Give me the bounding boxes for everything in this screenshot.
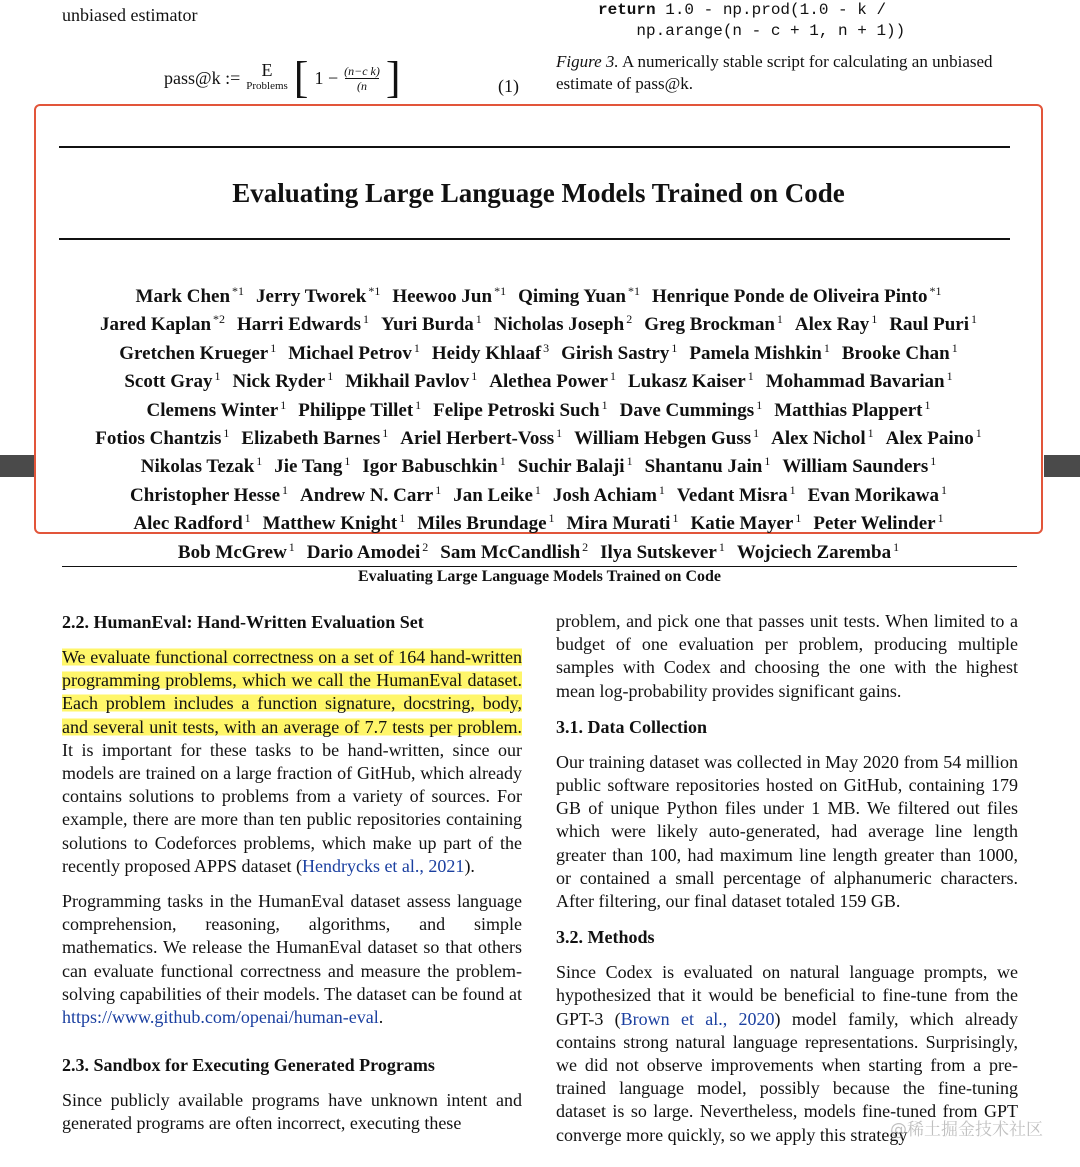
author-name: Nicholas Joseph $^2$ — [493, 312, 633, 336]
author-name: Peter Welinder $^1$ — [813, 511, 944, 535]
figure-caption — [556, 51, 1026, 95]
author-name: Greg Brockman $^1$ — [644, 312, 783, 336]
title-top-rule — [59, 146, 1010, 148]
author-name: Jie Tang $^1$ — [274, 454, 351, 478]
author-affiliation-mark: 1 — [924, 397, 931, 412]
author-affiliation-mark: *2 — [213, 312, 226, 327]
author-affiliation-mark: 1 — [795, 511, 802, 526]
author-name: Matthias Plappert $^1$ — [774, 397, 931, 421]
author-affiliation-mark: 1 — [214, 369, 221, 384]
author-affiliation-mark: 1 — [270, 340, 277, 355]
author-affiliation-mark: 1 — [626, 454, 633, 469]
running-header-rule — [62, 566, 1017, 567]
author-affiliation-mark: 1 — [244, 511, 251, 526]
running-header: Evaluating Large Language Models Trained on Code — [358, 568, 721, 585]
author-name: Jared Kaplan $^{*2}$ — [99, 312, 226, 336]
author-name: Matthew Knight $^1$ — [262, 511, 406, 535]
author-affiliation-mark: 2 — [626, 312, 633, 327]
section-2-2-heading: 2.2. HumanEval: Hand-Written Evaluation Set — [62, 612, 424, 632]
author-name: Andrew N. Carr $^1$ — [300, 482, 442, 506]
author-affiliation-mark: *1 — [232, 284, 245, 298]
author-name: Ariel Herbert-Voss $^1$ — [400, 426, 563, 450]
author-affiliation-mark: 1 — [756, 397, 763, 412]
author-name: Alethea Power $^1$ — [489, 369, 616, 393]
highlighted-text: We evaluate functional correctness on a set of 164 hand-written programming problems, which we call the HumanEval dataset. Each problem includes a function signature, docstring, body, and several unit tests, with an average of 7.7 tests per problem. — [62, 647, 522, 737]
author-affiliation-mark: 1 — [256, 454, 263, 469]
code-line-1: return 1.0 - np.prod(1.0 - k / — [598, 1, 887, 19]
author-affiliation-mark: 1 — [601, 397, 608, 412]
author-affiliation-mark: 1 — [499, 454, 506, 469]
author-name: Gretchen Krueger $^1$ — [119, 340, 277, 364]
author-affiliation-mark: 1 — [937, 511, 944, 526]
author-affiliation-mark: 1 — [951, 340, 958, 355]
author-affiliation-mark: 1 — [671, 340, 678, 355]
author-affiliation-mark: 1 — [475, 312, 482, 327]
humaneval-paragraph-1: We evaluate functional correctness on a set of 164 hand-written programming problems, which we call the HumanEval dataset. Each problem includes a function signature, docstring, body, and several unit tests, with an average of 7.7 tests per problem. It is important for these tasks to be hand-written, since our models are trained on a large fraction of GitHub, which already contains solutions to problems from a variety of sources. For example, there are more than ten public repositories containing solutions to Codeforces problems, which make up part of the recently proposed APPS dataset (Hendrycks et al., 2021). — [62, 647, 522, 876]
author-affiliation-mark: 1 — [672, 511, 679, 526]
humaneval-paragraph-2: Programming tasks in the HumanEval dataset assess language comprehension, reasoning, algorithms, and simple mathematics. We release the HumanEval dataset so that others can evaluate functional correctness and measure the problem-solving capabilities of their models. The dataset can be found at https://www.github.com/openai/human-eval. — [62, 891, 522, 1028]
right-divider-bar — [1044, 455, 1080, 477]
author-affiliation-mark: 1 — [823, 340, 830, 355]
section-3-1-heading: 3.1. Data Collection — [556, 716, 707, 737]
author-line — [36, 450, 1041, 478]
author-name: Alec Radford $^1$ — [133, 511, 251, 535]
author-affiliation-mark: 1 — [282, 482, 289, 497]
author-affiliation-mark: 1 — [288, 539, 295, 554]
section-2-3-heading: 2.3. Sandbox for Executing Generated Programs — [62, 1055, 435, 1076]
author-name: Alex Nichol $^1$ — [771, 426, 874, 450]
equation-number: (1) — [498, 76, 519, 96]
paper-title: Evaluating Large Language Models Trained on Code — [232, 178, 845, 208]
author-name: Sam McCandlish $^2$ — [440, 539, 589, 563]
sandbox-paragraph: Since publicly available programs have unknown intent and generated programs are often incorrect, executing these — [62, 1090, 522, 1134]
author-line — [36, 422, 1041, 450]
author-list — [36, 280, 1041, 564]
author-name: Evan Morikawa $^1$ — [807, 482, 948, 506]
brown-citation-link[interactable]: Brown et al., 2020 — [620, 1008, 775, 1029]
author-name: William Saunders $^1$ — [782, 454, 937, 478]
author-affiliation-mark: 1 — [871, 312, 878, 327]
author-affiliation-mark: 1 — [971, 312, 978, 327]
author-name: Elizabeth Barnes $^1$ — [241, 426, 389, 450]
author-name: Jerry Tworek $^{*1}$ — [256, 284, 381, 307]
author-name: Jan Leike $^1$ — [453, 482, 541, 506]
pass-at-k-formula: pass@k := E Problems [ 1 − $\frac{\text{(n−c k)}}{(n}$ ] — [164, 53, 401, 102]
author-affiliation-mark: 1 — [975, 426, 982, 441]
figure-caption-text: A numerically stable script for calculating an unbiased estimate of pass@k. — [556, 52, 993, 93]
author-name: Igor Babuschkin $^1$ — [362, 454, 506, 478]
author-name: Vedant Misra $^1$ — [676, 482, 796, 506]
author-name: Pamela Mishkin $^1$ — [689, 340, 830, 364]
author-name: Alex Ray $^1$ — [794, 312, 878, 336]
author-name: Brooke Chan $^1$ — [841, 340, 958, 364]
author-affiliation-mark: 1 — [776, 312, 783, 327]
formula-expectation: E — [261, 60, 273, 80]
formula-frac-num: (n−c k) — [344, 63, 380, 78]
author-name: Fotios Chantzis $^1$ — [95, 426, 230, 450]
author-affiliation-mark: 1 — [747, 369, 754, 384]
author-name: Henrique Ponde de Oliveira Pinto $^{*1}$ — [651, 284, 942, 307]
author-affiliation-mark: 1 — [435, 482, 442, 497]
author-affiliation-mark: 1 — [471, 369, 478, 384]
humaneval-github-link[interactable]: https://www.github.com/openai/human-eval — [62, 1007, 379, 1028]
code-line-2: np.arange(n - c + 1, n + 1)) — [598, 22, 906, 40]
author-affiliation-mark: 1 — [413, 340, 420, 355]
top-left-fragment: unbiased estimator — [62, 5, 198, 25]
author-name: Qiming Yuan $^{*1}$ — [518, 284, 640, 307]
author-name: Heidy Khlaaf $^3$ — [431, 340, 550, 364]
author-name: Mark Chen $^{*1}$ — [135, 284, 245, 307]
author-affiliation-mark: 3 — [543, 340, 550, 355]
author-affiliation-mark: 1 — [893, 539, 900, 554]
author-name: Dario Amodei $^2$ — [306, 539, 429, 563]
title-bottom-rule — [59, 238, 1010, 240]
author-name: Clemens Winter $^1$ — [146, 397, 287, 421]
left-divider-bar — [0, 455, 36, 477]
author-name: Dave Cummings $^1$ — [619, 397, 763, 421]
author-line — [36, 365, 1041, 393]
figure-label: Figure 3. — [556, 52, 619, 71]
author-affiliation-mark: 1 — [930, 454, 937, 469]
methods-paragraph: Since Codex is evaluated on natural language prompts, we hypothesized that it would be beneficial to fine-tune from the GPT-3 (Brown et al., 2020) model family, which already contains strong natural language representations. Surprisingly, we did not observe improvements when starting from a pre-trained language model, possibly because the fine-tuning dataset is so large. Nevertheless, models fine-tuned from GPT converge more quickly, so we apply this strategy — [556, 962, 1019, 1145]
author-name: Christopher Hesse $^1$ — [129, 482, 289, 506]
author-affiliation-mark: *1 — [627, 284, 640, 298]
author-name: Girish Sastry $^1$ — [561, 340, 678, 364]
author-name: Josh Achiam $^1$ — [552, 482, 665, 506]
author-affiliation-mark: 1 — [867, 426, 874, 441]
author-affiliation-mark: 1 — [764, 454, 771, 469]
author-affiliation-mark: 1 — [789, 482, 796, 497]
author-name: Nikolas Tezak $^1$ — [140, 454, 263, 478]
author-name: Michael Petrov $^1$ — [288, 340, 420, 364]
author-line — [36, 394, 1041, 422]
formula-subscript: Problems — [246, 80, 288, 92]
author-affiliation-mark: 2 — [422, 539, 429, 554]
author-affiliation-mark: 1 — [556, 426, 563, 441]
author-affiliation-mark: *1 — [929, 284, 942, 298]
author-name: Bob McGrew $^1$ — [177, 539, 295, 563]
author-name: Miles Brundage $^1$ — [417, 511, 555, 535]
formula-frac-den: (n — [356, 78, 367, 93]
author-affiliation-mark: 1 — [327, 369, 334, 384]
author-affiliation-mark: *1 — [368, 284, 381, 298]
right-column — [556, 610, 1018, 1147]
author-affiliation-mark: 1 — [344, 454, 351, 469]
author-line — [36, 337, 1041, 365]
author-affiliation-mark: 1 — [399, 511, 406, 526]
author-name: Nick Ryder $^1$ — [232, 369, 334, 393]
author-name: Wojciech Zaremba $^1$ — [736, 539, 900, 563]
author-affiliation-mark: 1 — [946, 369, 953, 384]
author-affiliation-mark: 1 — [610, 369, 616, 384]
author-affiliation-mark: *1 — [494, 284, 507, 298]
author-name: Mikhail Pavlov $^1$ — [345, 369, 478, 393]
formula-lhs: pass@k := — [164, 68, 241, 88]
author-name: Yuri Burda $^1$ — [381, 312, 482, 336]
author-affiliation-mark: 1 — [223, 426, 230, 441]
author-affiliation-mark: 1 — [534, 482, 541, 497]
author-affiliation-mark: 1 — [658, 482, 665, 497]
author-affiliation-mark: 2 — [582, 539, 589, 554]
author-name: Philippe Tillet $^1$ — [298, 397, 422, 421]
section-3-2-heading: 3.2. Methods — [556, 927, 655, 948]
author-name: William Hebgen Guss $^1$ — [574, 426, 760, 450]
author-name: Mira Murati $^1$ — [566, 511, 679, 535]
watermark: @稀土掘金技术社区 — [890, 1120, 1043, 1140]
author-affiliation-mark: 1 — [941, 482, 948, 497]
methods-intro-paragraph: problem, and pick one that passes unit tests. When limited to a budget of one evaluation per problem, producing multiple samples with Codex and choosing the one with the highest mean log-probability provides significant gains. — [556, 611, 1018, 701]
data-collection-paragraph: Our training dataset was collected in May 2020 from 54 million public software repositories hosted on GitHub, containing 179 GB of unique Python files under 1 MB. We filtered out files which were likely auto-generated, had average line length greater than 100, had maximum line length greater than 1000, or contained a small percentage of alphanumeric characters. After filtering, our final dataset totaled 159 GB. — [556, 751, 1018, 912]
author-line — [36, 536, 1041, 564]
formula-one-minus: 1 − — [314, 68, 339, 88]
author-name: Suchir Balaji $^1$ — [517, 454, 633, 478]
author-name: Lukasz Kaiser $^1$ — [628, 369, 754, 393]
left-column — [62, 610, 522, 1136]
author-affiliation-mark: 1 — [753, 426, 760, 441]
author-affiliation-mark: 1 — [382, 426, 389, 441]
author-name: Harri Edwards $^1$ — [237, 312, 370, 336]
author-name: Mohammad Bavarian $^1$ — [765, 369, 953, 393]
author-name: Katie Mayer $^1$ — [690, 511, 802, 535]
author-line — [36, 280, 1041, 308]
author-line — [36, 479, 1041, 507]
author-name: Ilya Sutskever $^1$ — [600, 539, 725, 563]
author-affiliation-mark: 1 — [363, 312, 370, 327]
title-authors-highlight-box — [34, 104, 1043, 563]
author-name: Heewoo Jun $^{*1}$ — [392, 284, 507, 307]
code-snippet — [598, 0, 905, 42]
author-affiliation-mark: 1 — [280, 397, 287, 412]
author-affiliation-mark: 1 — [415, 397, 422, 412]
author-affiliation-mark: 1 — [548, 511, 555, 526]
author-affiliation-mark: 1 — [718, 539, 725, 554]
author-name: Felipe Petroski Such $^1$ — [433, 397, 608, 421]
author-name: Alex Paino $^1$ — [885, 426, 982, 450]
hendrycks-citation-link[interactable]: Hendrycks et al., 2021 — [301, 855, 465, 876]
author-line — [36, 308, 1041, 336]
author-name: Shantanu Jain $^1$ — [644, 454, 771, 478]
author-name: Scott Gray $^1$ — [124, 369, 221, 393]
author-line — [36, 507, 1041, 535]
formula-fraction — [344, 64, 380, 93]
author-name: Raul Puri $^1$ — [889, 312, 978, 336]
